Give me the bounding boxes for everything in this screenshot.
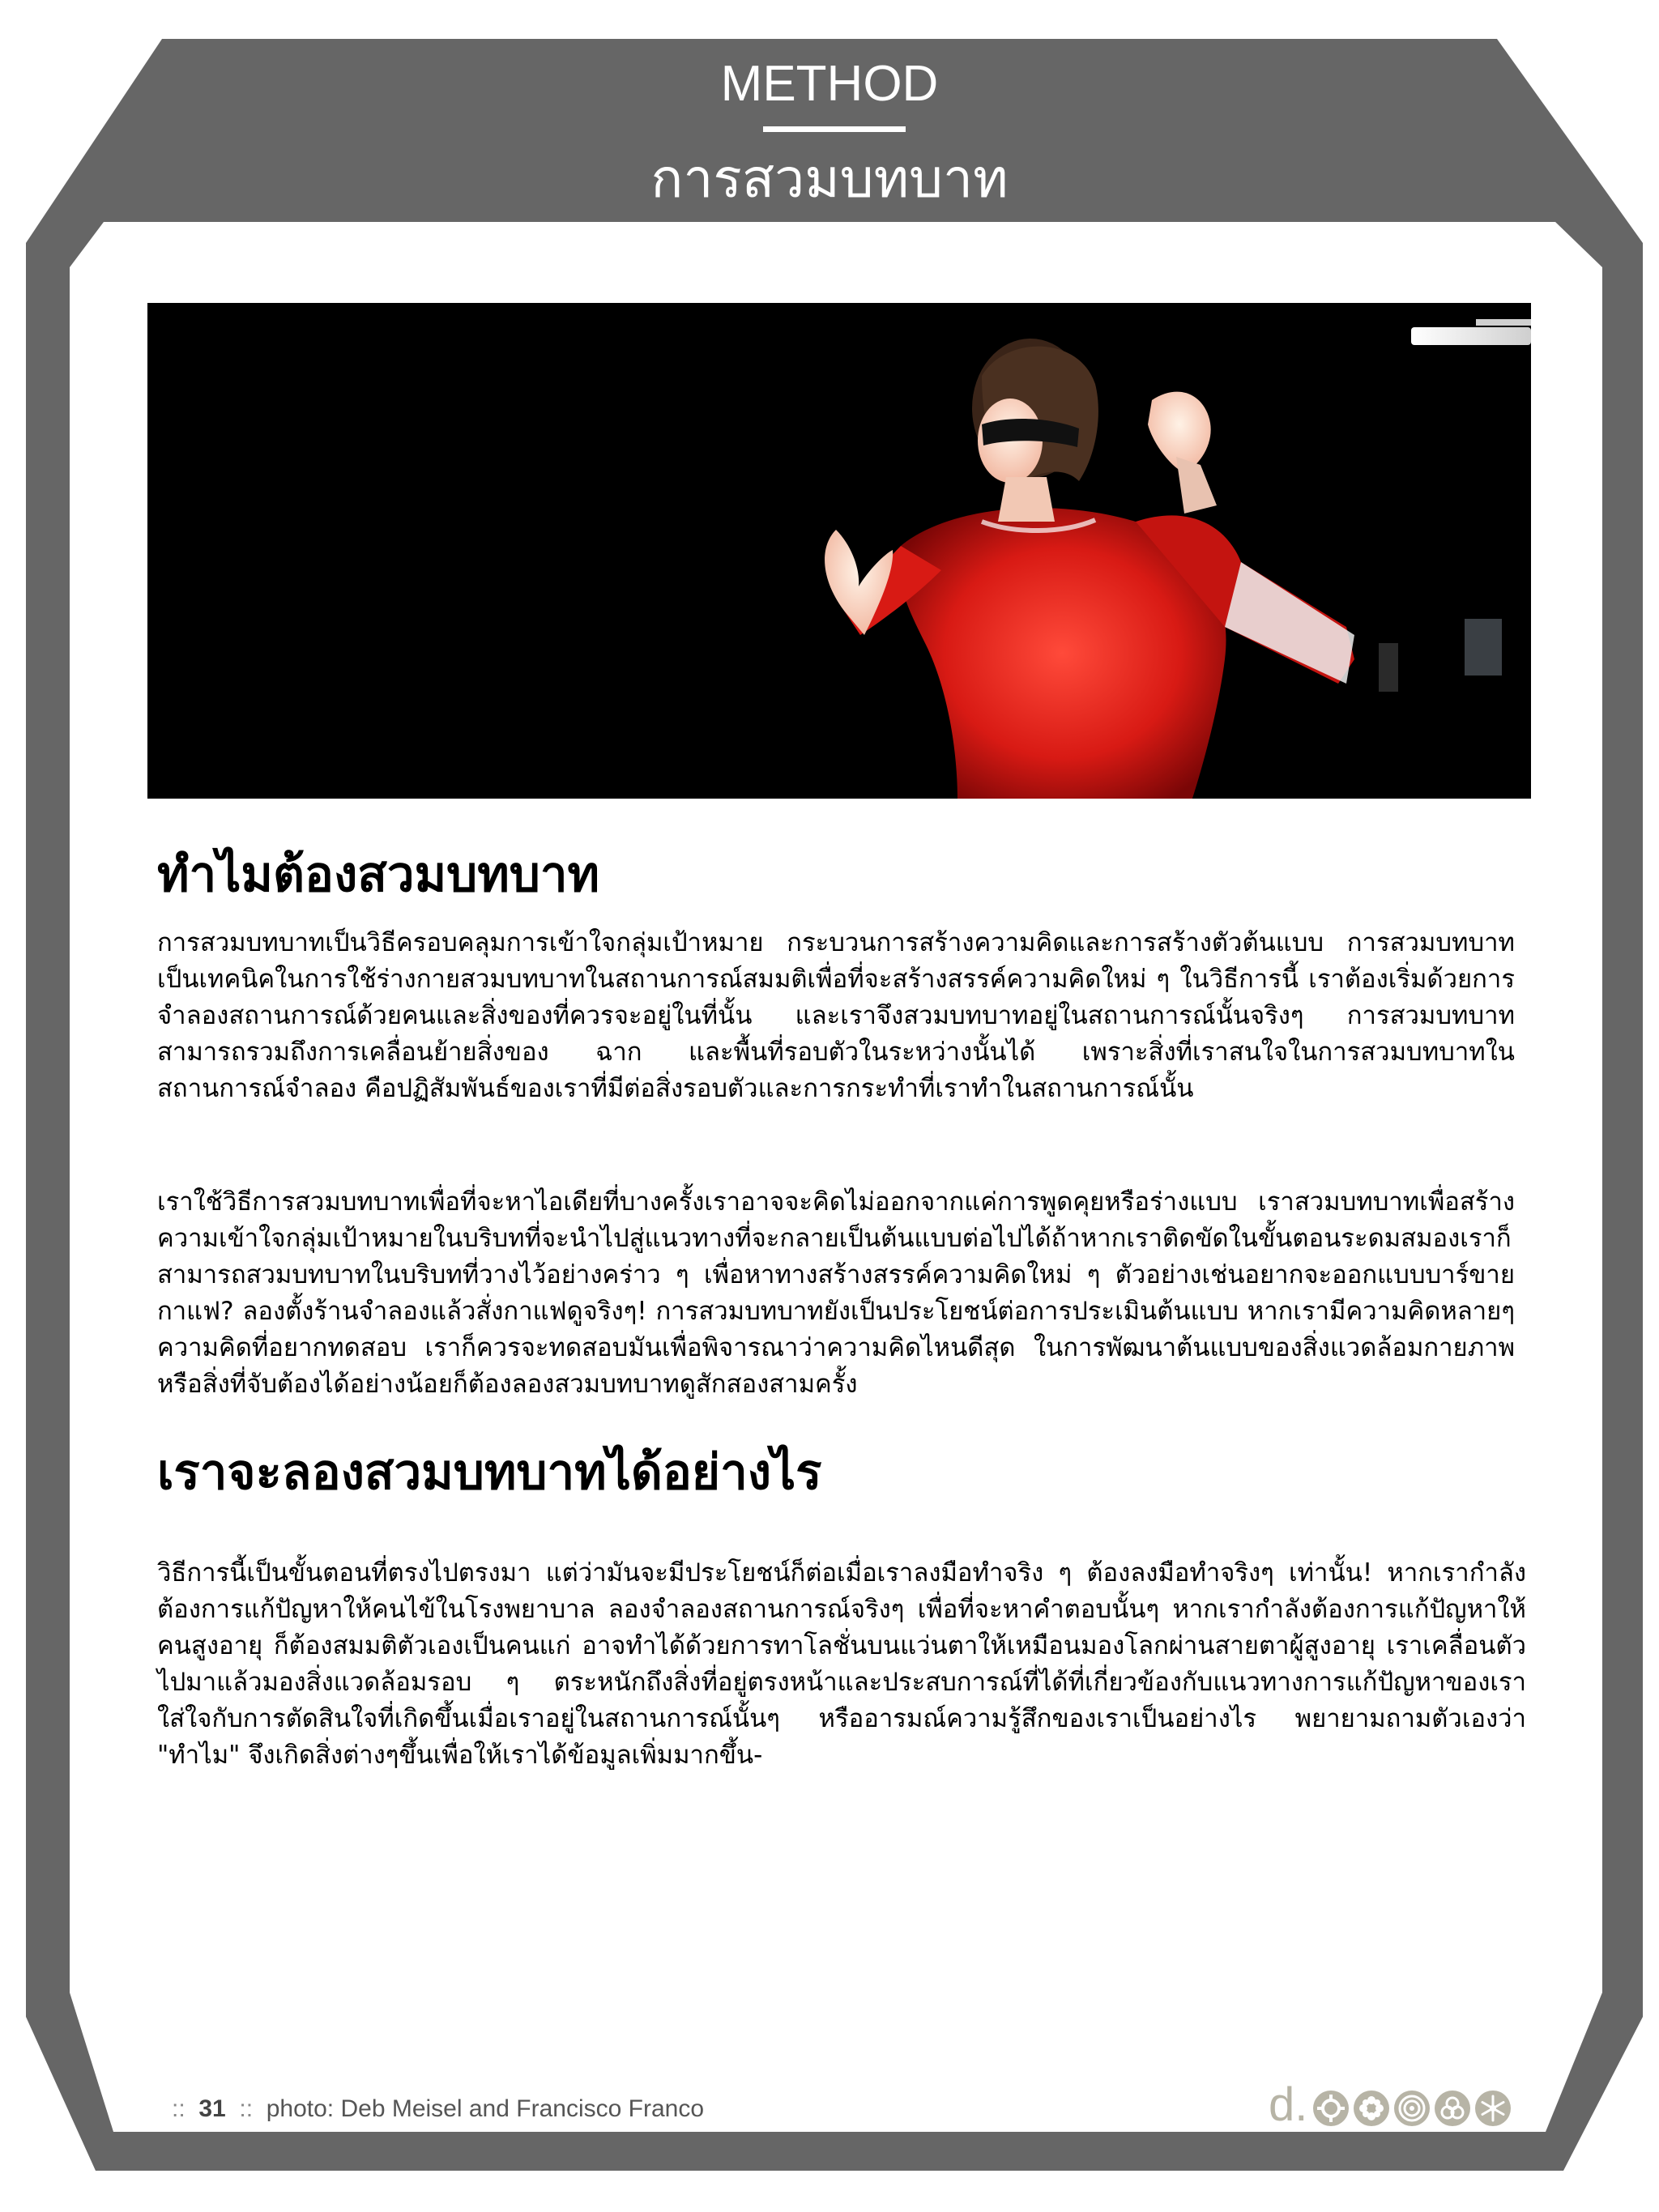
hero-photo (147, 303, 1531, 799)
footer-credit (172, 2093, 704, 2125)
section-heading-why: ทำไมต้องสวมบทบาท (157, 846, 600, 903)
method-label: METHOD (720, 56, 939, 112)
section-heading-how: เราจะลองสวมบทบาทได้อย่างไร (157, 1444, 822, 1501)
dschool-logo (1269, 2075, 1512, 2132)
target-circle-icon (1393, 2090, 1431, 2127)
paragraph-usage: เราใช้วิธีการสวมบทบาทเพื่อที่จะหาไอเดียที่บางครั้งเราอาจจะคิดไม่ออกจากแค่การพูดคุยหรือร่างแบบ เราสวมบทบาทเพื่อสร้างความเข้าใจกลุ่มเป้าหมายในบริบทที่จะนำไปสู่แนวทางที่จะกลายเป็นต้นแบบต่อไปได้ถ้าหากเราติดขัดในขั้นตอนระดมสมองเราก็สามารถสวมบทบาทในบริบทที่วางไว้อย่างคร่าว ๆ เพื่อหาทางสร้างสรรค์ความคิดใหม่ ๆ ตัวอย่างเช่นอยากจะออกแบบบาร์ขายกาแฟ? ลองตั้งร้านจำลองแล้วสั่งกาแฟดูจริงๆ! การสวมบทบาทยังเป็นประโยชน์ต่อการประเมินต้นแบบ หากเรามีความคิดหลายๆ ความคิดที่อยากทดสอบ เราก็ควรจะทดสอบมันเพื่อพิจารณาว่าความคิดไหนดีสุด ในการพัฒนาต้นแบบของสิ่งแวดล้อมกายภาพหรือสิ่งที่จับต้องได้อย่างน้อยก็ต้องลองสวมบทบาทดูสักสองสามครั้ง (157, 1187, 1515, 1399)
photo-person-blindfolded-red-shirt (147, 303, 1531, 799)
page-title: การสวมบทบาท (650, 147, 1009, 210)
logo-letter: d. (1269, 2078, 1308, 2131)
paragraph-intro: การสวมบทบาทเป็นวิธีครอบคลุมการเข้าใจกลุ่มเป้าหมาย กระบวนการสร้างความคิดและการสร้างตัวต้นแบบ การสวมบทบาทเป็นเทคนิคในการใช้ร่างกายสวมบทบาทในสถานการณ์สมมติเพื่อที่จะสร้างสรรค์ความคิดใหม่ ๆ ในวิธีการนี้ เราต้องเริ่มด้วยการจำลองสถานการณ์ด้วยคนและสิ่งของที่ควรจะอยู่ในที่นั้น และเราจึงสวมบทบาทอยู่ในสถานการณ์นั้นจริงๆ การสวมบทบาทสามารถรวมถึงการเคลื่อนย้ายสิ่งของ ฉาก และพื้นที่รอบตัวในระหว่างนั้นได้ เพราะสิ่งที่เราสนใจในการสวมบทบาทในสถานการณ์จำลอง คือปฏิสัมพันธ์ของเราที่มีต่อสิ่งรอบตัวและการกระทำที่เราทำในสถานการณ์นั้น (157, 928, 1515, 1103)
gear-circle-icon (1312, 2090, 1350, 2127)
footer-separator: :: (239, 2095, 254, 2122)
paragraph-how: วิธีการนี้เป็นขั้นตอนที่ตรงไปตรงมา แต่ว่ามันจะมีประโยชน์ก็ต่อเมื่อเราลงมือทำจริง ๆ ต้องลงมือทำจริงๆ เท่านั้น! หากเรากำลังต้องการแก้ปัญหาให้คนไข้ในโรงพยาบาล ลองจำลองสถานการณ์จริงๆ เพื่อที่จะหาคำตอบนั้นๆ หากเรากำลังต้องการแก้ปัญหาให้คนสูงอายุ ก็ต้องสมมติตัวเองเป็นคนแก่ อาจทำได้ด้วยการทาโลชั่นบนแว่นตาให้เหมือนมองโลกผ่านสายตาผู้สูงอายุ เราเคลื่อนตัวไปมาแล้วมองสิ่งแวดล้อมรอบ ๆ ตระหนักถึงสิ่งที่อยู่ตรงหน้าและประสบการณ์ที่ได้ที่เกี่ยวข้องกับแนวทางการแก้ปัญหาของเรา ใส่ใจกับการตัดสินใจที่เกิดขึ้นเมื่อเราอยู่ในสถานการณ์นั้นๆ หรืออารมณ์ความรู้สึกของเราเป็นอย่างไร พยายามถามตัวเองว่า "ทำไม" จึงเกิดสิ่งต่างๆขึ้นเพื่อให้เราได้ข้อมูลเพิ่มมากขึ้น- (157, 1558, 1526, 1770)
flower-circle-icon (1353, 2090, 1390, 2127)
photo-credit: photo: Deb Meisel and Francisco Franco (266, 2095, 704, 2122)
footer-separator: :: (172, 2095, 186, 2122)
snowflake-icon (1474, 2090, 1512, 2127)
page-header (0, 0, 1659, 219)
triangle-knot-icon (1434, 2090, 1471, 2127)
logo-icons (1312, 2090, 1512, 2132)
header-rule (763, 126, 906, 132)
page-number: 31 (198, 2095, 226, 2122)
